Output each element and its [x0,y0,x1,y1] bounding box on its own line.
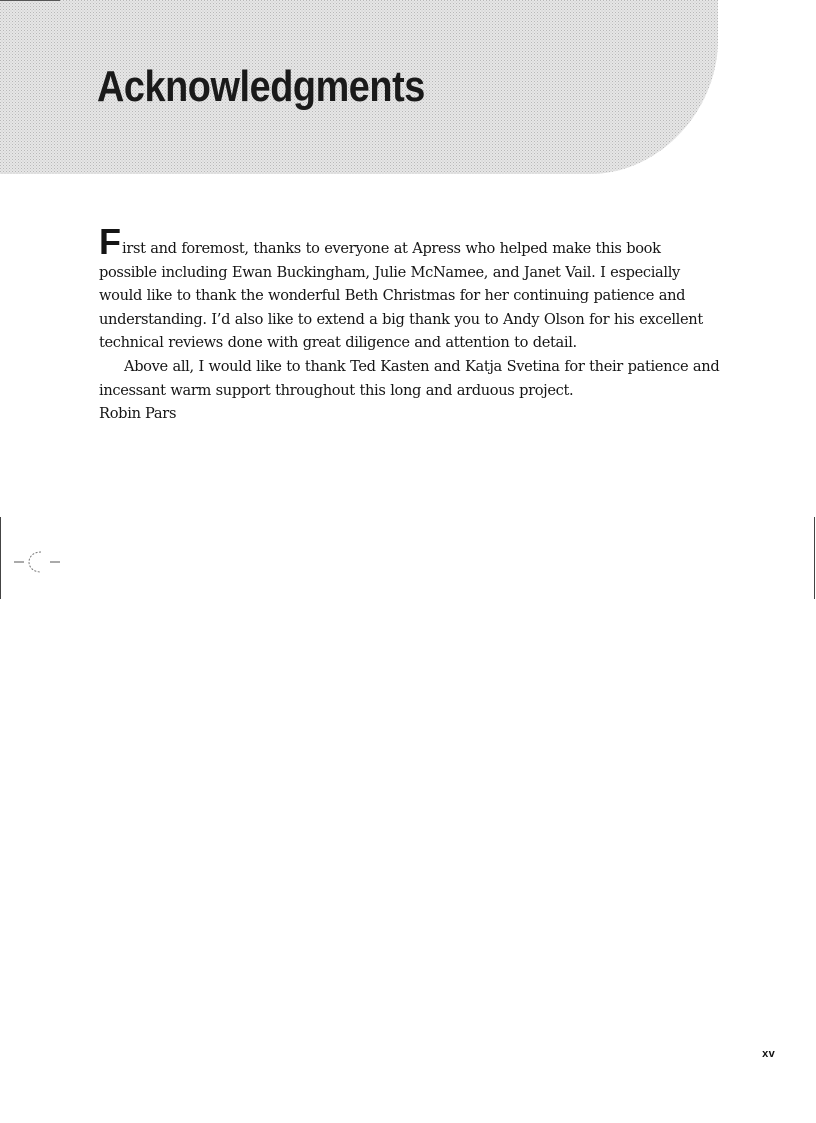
right-margin-line [814,517,815,599]
paragraph-2: Above all, I would like to thank Ted Kasten and Katja Svetina for their patience and incessant warm support throughout this long and arduous project. [99,357,720,399]
left-margin-line [0,517,1,599]
registration-mark-icon [14,548,64,576]
paragraph-1-text: irst and foremost, thanks to everyone at Apress who helped make this book possible including Ewan Buckingham, Julie McNamee, and Janet Vail. I especially would like to thank the wonderful Beth Christmas for her continuing patience and understanding. I’d also like to extend a big thank you to Andy Olson for his excellent technical reviews done with great diligence and attention to detail. [99,240,703,352]
author-signature: Robin Pars [99,405,177,423]
acknowledgments-body [99,221,721,426]
drop-cap: F [99,221,121,262]
page-number: xv [762,1048,775,1060]
paragraph-1 [99,221,721,355]
top-rule [0,0,60,1]
chapter-title: Acknowledgments [97,62,425,111]
